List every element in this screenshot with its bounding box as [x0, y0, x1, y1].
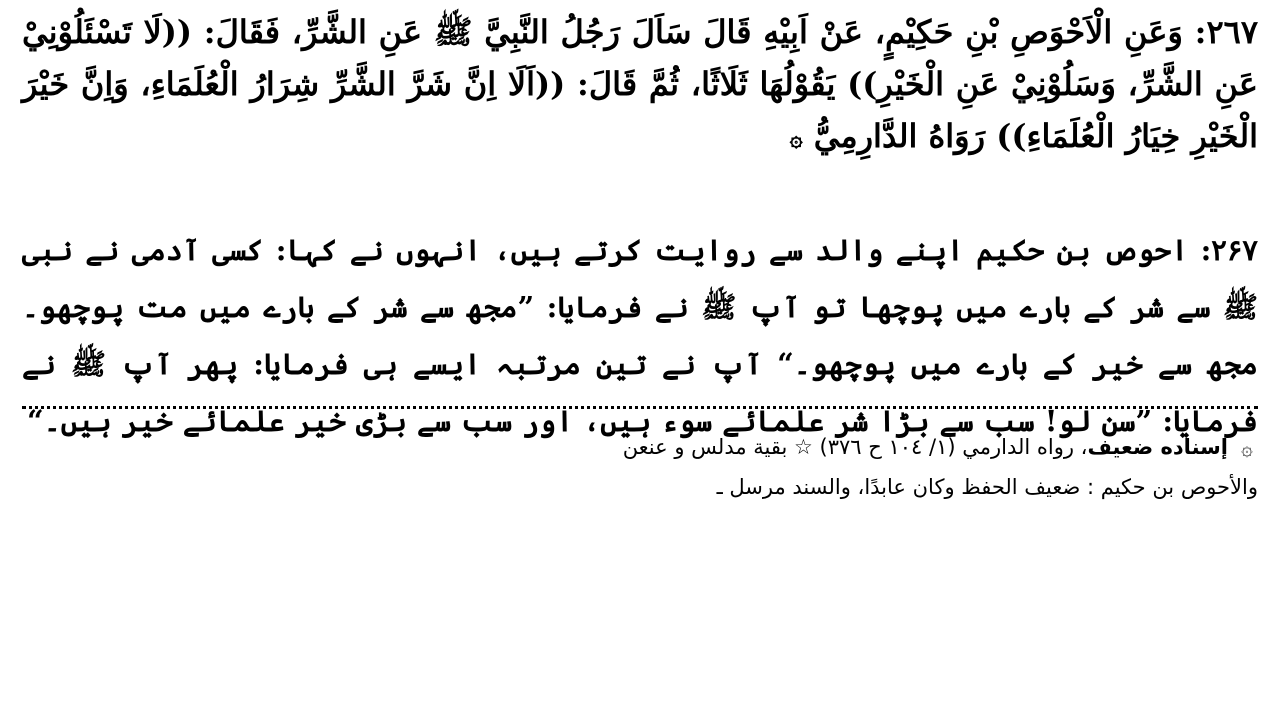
hadith-arabic-paragraph: [22, 6, 1258, 214]
footnote-marker-icon: ۞: [1241, 436, 1253, 460]
hadith-urdu-translation: [22, 222, 1259, 438]
hadith-number-urdu: ۲۶۷:: [1200, 233, 1259, 267]
footnote-reference-icon: ۞: [789, 125, 803, 152]
hadith-arabic-text: وَعَنِ الْاَحْوَصِ بْنِ حَكِيْمٍ، عَنْ اَبِيْهِ قَالَ سَاَلَ رَجُلُ النَّبِيَّ ﷺ عَنِ الشَّرِّ، فَقَالَ: ((لَا تَسْئَلُوْنِيْ عَنِ الشَّرِّ، وَسَلُوْنِيْ عَنِ الْخَيْرِ)) يَقُوْلُهَا ثَلَاثًا، ثُمَّ قَالَ: ((اَلَا اِنَّ شَرَّ الشَّرِّ شِرَارُ الْعُلَمَاءِ، وَاِنَّ خَيْرَ الْخَيْرِ خِيَارُ الْعُلَمَاءِ)) رَوَاهُ الدَّارِمِيُّ: [22, 13, 1258, 155]
footnote-line-2: والأحوص بن حكيم : ضعيف الحفظ وكان عابدًا، والسند مرسل ـ: [716, 475, 1258, 499]
footnote-grading-label: إسناده ضعيف: [1087, 435, 1228, 459]
footnote-line-1-text: ، رواه الدارمي (١/ ١٠٤ ح ٣٧٦) ☆ بقية مدلس و عنعن: [622, 435, 1088, 459]
hadith-number-arabic: ٢٦٧:: [1194, 13, 1259, 51]
hadith-urdu-text: احوص بن حکیم اپنے والد سے روایت کرتے ہیں، انہوں نے کہا: کسی آدمی نے نبی ﷺ سے شر کے بارے میں پوچھا تو آپ ﷺ نے فرمایا: ”مجھ سے شر کے بارے میں مت پوچھو۔ مجھ سے خیر کے بارے میں پوچھو۔“ آپ نے تین مرتبہ ایسے ہی فرمایا: پھر آپ ﷺ نے فرمایا: ”سن لو! سب سے بڑا شر علمائے سوء ہیں، اور سب سے بڑی خیر علمائے خیر ہیں۔“: [22, 233, 1258, 438]
